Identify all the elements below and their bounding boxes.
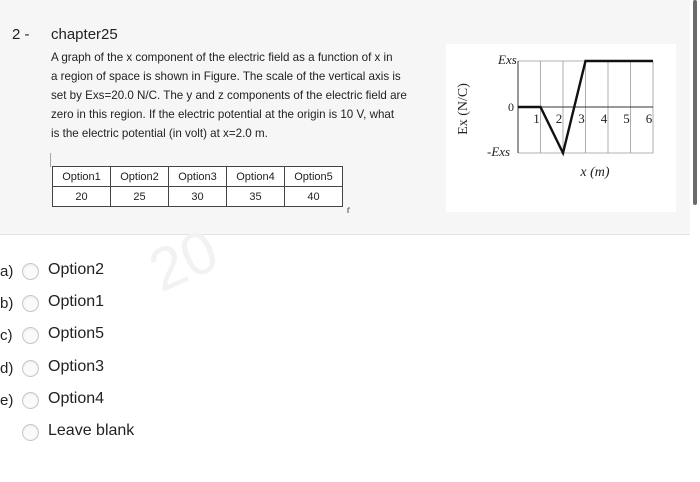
question-line: is the electric potential (in volt) at x=2.0 m. (51, 126, 268, 140)
radio-button[interactable] (22, 295, 39, 312)
question-line: set by Exs=20.0 N/C. The y and z components of the electric field are (51, 88, 407, 102)
choice-letter: d) (0, 360, 14, 377)
options-header-row (53, 167, 343, 187)
options-table (52, 166, 343, 207)
choice-label[interactable]: Option4 (48, 390, 105, 407)
choice-d[interactable] (0, 356, 320, 382)
scrollbar[interactable] (693, 0, 697, 205)
question-line: a region of space is shown in Figure. The scale of the vertical axis is (51, 69, 401, 83)
choice-b[interactable] (0, 291, 320, 317)
options-header-cell: Option5 (285, 167, 343, 187)
options-header-cell: Option3 (169, 167, 227, 187)
x-tick-label: 4 (600, 111, 608, 126)
choice-leave-blank[interactable] (0, 420, 320, 446)
options-value-row (53, 187, 343, 207)
x-axis-label: x (m) (580, 165, 610, 180)
x-tick-label: 3 (578, 111, 585, 126)
options-value-cell: 20 (53, 187, 111, 207)
question-line: A graph of the x component of the electric field as a function of x in (51, 51, 393, 64)
options-value-cell: 35 (227, 187, 285, 207)
choice-letter: c) (0, 327, 13, 344)
x-tick-label: 1 (533, 111, 540, 126)
y-axis-label: Ex (N/C) (456, 83, 471, 135)
x-tick-label: 5 (623, 111, 630, 126)
options-value-cell: 30 (169, 187, 227, 207)
choice-label[interactable]: Option1 (48, 293, 105, 310)
options-value-cell: 25 (111, 187, 169, 207)
x-tick-label: 6 (645, 111, 653, 126)
chapter-title: chapter25 (51, 26, 118, 43)
choice-a[interactable] (0, 259, 320, 285)
watermark: 20 (139, 216, 228, 305)
choice-label[interactable]: Option3 (48, 358, 105, 375)
radio-button[interactable] (22, 392, 39, 409)
radio-button[interactable] (22, 327, 39, 344)
y-zero-label: 0 (508, 100, 514, 114)
radio-button[interactable] (22, 424, 39, 441)
radio-button[interactable] (22, 263, 39, 280)
y-bottom-label: -Exs (487, 144, 511, 159)
choice-c[interactable] (0, 323, 320, 349)
x-tick-label: 2 (555, 111, 563, 126)
choice-label[interactable]: Option5 (48, 325, 105, 342)
choice-letter: e) (0, 392, 14, 409)
options-value-cell: 40 (285, 187, 343, 207)
options-header-cell: Option2 (111, 167, 169, 187)
radio-button[interactable] (22, 360, 39, 377)
options-header-cell: Option4 (227, 167, 285, 187)
choice-label[interactable]: Option2 (48, 261, 105, 278)
options-header-cell: Option1 (53, 167, 111, 187)
question-number: 2 - (12, 26, 30, 43)
y-top-label: Exs (498, 52, 517, 67)
choice-letter: a) (0, 263, 14, 280)
question-panel (0, 0, 690, 235)
question-text (51, 49, 443, 144)
field-graph (446, 44, 676, 212)
choice-label[interactable]: Leave blank (48, 422, 135, 439)
field-graph-svg (446, 44, 676, 212)
x-tick-labels (533, 111, 653, 126)
choice-letter: b) (0, 295, 14, 312)
choice-e[interactable] (0, 388, 320, 414)
question-line: zero in this region. If the electric potential at the origin is 10 V, what (51, 107, 395, 121)
